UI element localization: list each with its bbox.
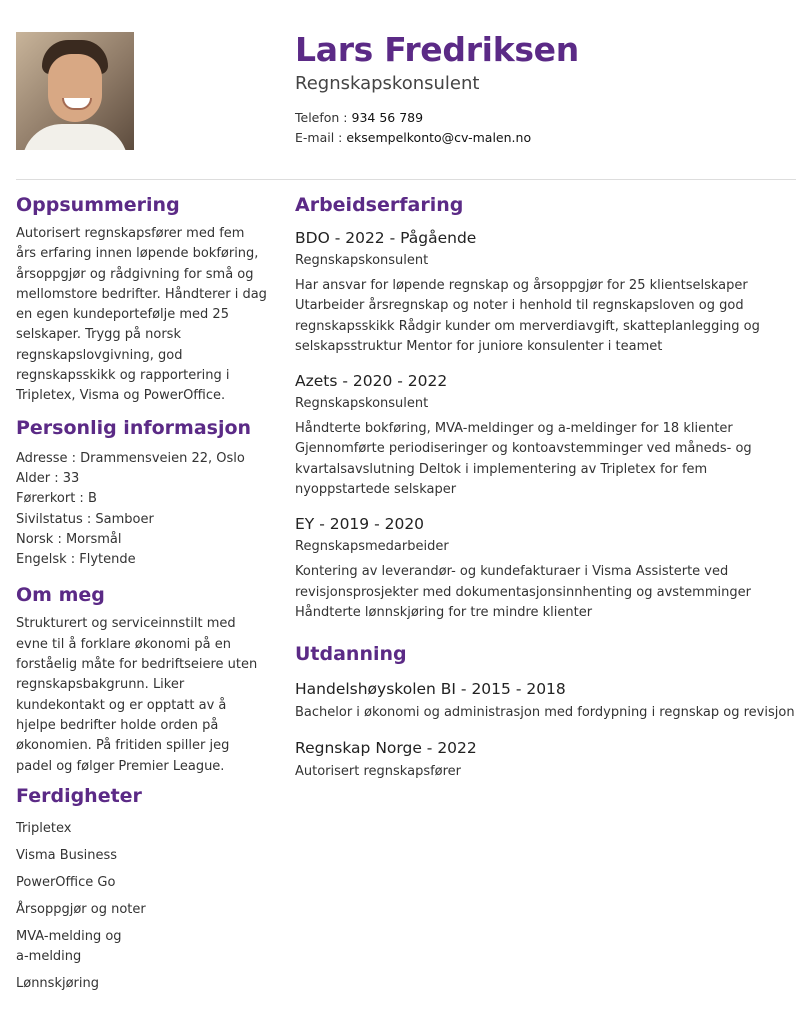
job-header: EY - 2019 - 2020 bbox=[295, 515, 425, 534]
education-description: Bachelor i økonomi og administrasjon med fordypning i regnskap og revisjon bbox=[295, 705, 795, 721]
job-role: Regnskapsmedarbeider bbox=[295, 539, 449, 555]
summary-text: Autorisert regnskapsfører med fem års erfaring innen løpende bokføring, årsoppgjør og rådgivning for små og mellomstore bedrifter. Håndterer i dag en egen kundeportefølje med 25 selskaper. Trygg på norsk regnskapslovgivning, god regnskapsskikk og rapportering i Tripletex, Visma og PowerOffice. bbox=[16, 226, 267, 404]
personal-info-item: Norsk : Morsmål bbox=[16, 531, 122, 547]
personal-heading: Personlig informasjon bbox=[16, 416, 252, 439]
education-entry bbox=[295, 679, 795, 722]
skills-heading: Ferdigheter bbox=[16, 784, 142, 807]
job-title: Regnskapskonsulent bbox=[295, 73, 480, 94]
job-entry bbox=[295, 514, 795, 623]
job-header: BDO - 2022 - Pågående bbox=[295, 229, 477, 247]
about-heading: Om meg bbox=[16, 584, 105, 607]
personal-info-item: Alder : 33 bbox=[16, 470, 80, 486]
experience-heading: Arbeidserfaring bbox=[295, 194, 464, 216]
person-name: Lars Fredriksen bbox=[295, 30, 579, 69]
personal-info-item: Adresse : Drammensveien 22, Oslo bbox=[16, 450, 245, 466]
personal-info-item: Engelsk : Flytende bbox=[16, 552, 136, 568]
education-header: Handelshøyskolen BI - 2015 - 2018 bbox=[295, 680, 566, 699]
job-entry bbox=[295, 228, 795, 357]
job-header: Azets - 2020 - 2022 bbox=[295, 372, 448, 391]
job-role: Regnskapskonsulent bbox=[295, 253, 429, 268]
education-heading: Utdanning bbox=[295, 643, 407, 666]
email-label: E-mail : bbox=[295, 130, 347, 145]
skill-item: MVA-melding og a-melding bbox=[16, 928, 122, 964]
photo-face bbox=[48, 54, 102, 122]
left-column bbox=[16, 192, 268, 1001]
job-description: Kontering av leverandør- og kundefakturaer i Visma Assisterte ved revisjonsprosjekter med dokumentasjonsinnhenting og avstemminger Håndterte lønnskjøring for tre mindre klienter bbox=[295, 564, 751, 620]
personal-info-item: Førerkort : B bbox=[16, 491, 97, 507]
personal-info-list bbox=[16, 449, 268, 571]
job-description: Har ansvar for løpende regnskap og årsoppgjør for 25 klientselskaper Utarbeider årsregnskap og noter i henhold til regnskapsloven og god regnskapsskikk Rådgir kunder om merverdiavgift, skatteplanlegging og selskapsstruktur Mentor for juniore konsulenter i teamet bbox=[295, 278, 760, 354]
personal-info-item: Sivilstatus : Samboer bbox=[16, 511, 154, 527]
skill-item: PowerOffice Go bbox=[16, 874, 116, 890]
skill-item: Visma Business bbox=[16, 847, 118, 863]
job-entry bbox=[295, 371, 795, 500]
summary-heading: Oppsummering bbox=[16, 194, 180, 216]
phone-number: 934 56 789 bbox=[351, 110, 424, 125]
education-header: Regnskap Norge - 2022 bbox=[295, 739, 477, 758]
skill-item: Årsoppgjør og noter bbox=[16, 901, 146, 917]
skill-item: Lønnskjøring bbox=[16, 975, 99, 991]
education-description: Autorisert regnskapsfører bbox=[295, 764, 462, 780]
email-link[interactable]: eksempelkonto@cv-malen.no bbox=[346, 130, 532, 145]
about-text: Strukturert og serviceinnstilt med evne til å forklare økonomi på en forståelig måte for bedriftseiere uten regnskapsbakgrunn. Liker kundekontakt og er opptatt av å hjelpe bedrifter holde orden på økonomien. På fritiden spiller jeg padel og følger Premier League. bbox=[16, 616, 258, 774]
job-description: Håndterte bokføring, MVA-meldinger og a-meldinger for 18 klienter Gjennomførte periodiseringer og kontoavstemminger ved måneds- og kvartalsavslutning Deltok i implementering av Tripletex for fem nyoppstartede selskaper bbox=[295, 421, 752, 498]
education-entry bbox=[295, 738, 795, 781]
skill-item: Tripletex bbox=[16, 820, 72, 836]
job-role: Regnskapskonsulent bbox=[295, 396, 429, 412]
profile-photo bbox=[16, 32, 134, 150]
email-line bbox=[295, 130, 531, 145]
header-divider bbox=[16, 179, 796, 180]
skills-list bbox=[16, 819, 268, 994]
phone-line bbox=[295, 110, 423, 125]
phone-label: Telefon : bbox=[295, 110, 352, 125]
right-column bbox=[295, 192, 795, 781]
